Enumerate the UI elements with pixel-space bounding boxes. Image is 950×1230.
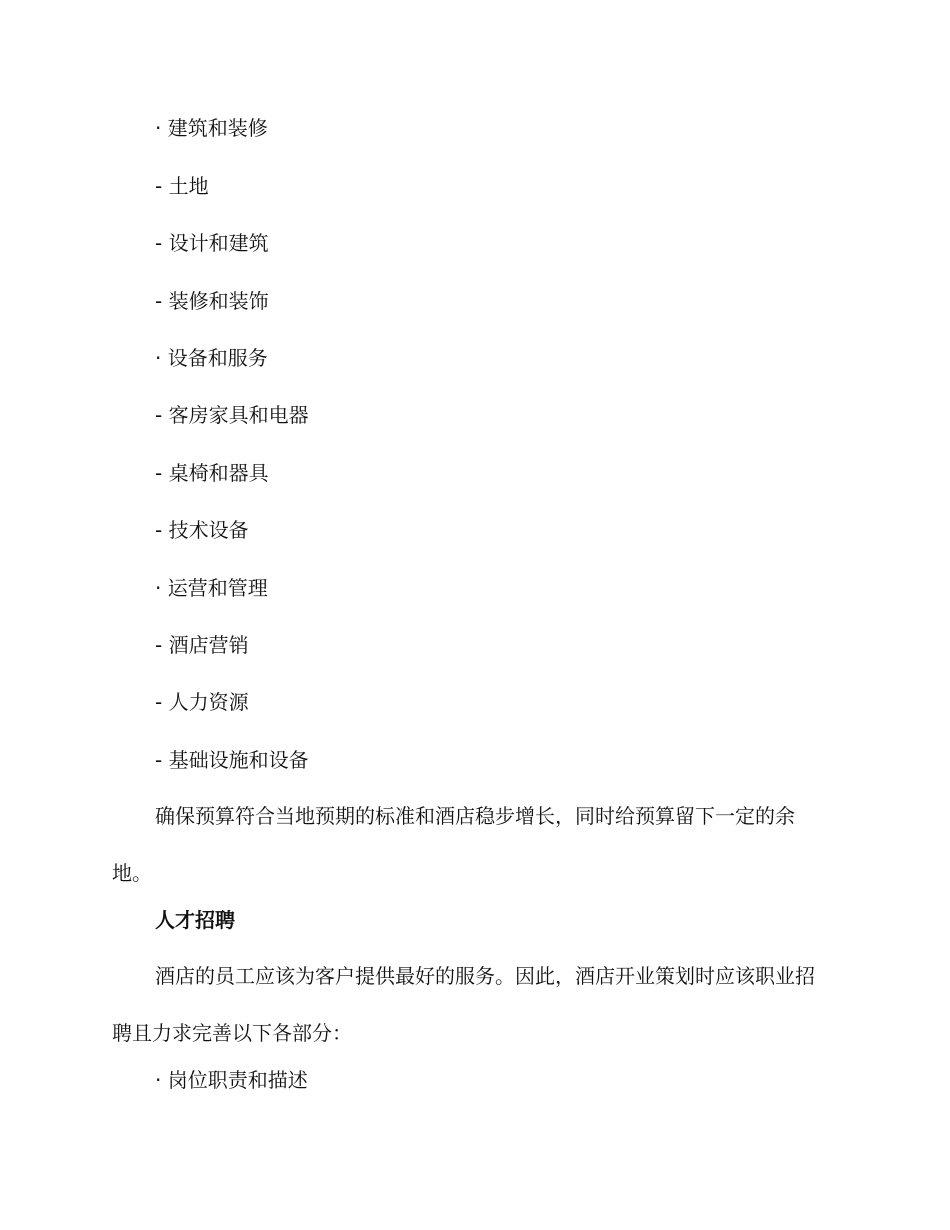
section-heading: 人才招聘	[155, 908, 235, 932]
list-item: - 装修和装饰	[155, 289, 269, 313]
list-item: - 技术设备	[155, 518, 249, 542]
list-item: - 人力资源	[155, 690, 249, 714]
list-item: - 客房家具和电器	[155, 403, 309, 427]
list-item: - 基础设施和设备	[155, 748, 309, 772]
list-item: · 建筑和装修	[155, 116, 268, 140]
list-item: - 桌椅和器具	[155, 461, 269, 485]
list-item: - 土地	[155, 174, 209, 198]
body-paragraph: 酒店的员工应该为客户提供最好的服务。因此，酒店开业策划时应该职业招聘且力求完善以下各部分：	[112, 964, 815, 1045]
body-paragraph: 确保预算符合当地预期的标准和酒店稳步增长，同时给预算留下一定的余地。	[112, 804, 795, 885]
list-item: · 运营和管理	[155, 576, 268, 600]
list-item: - 酒店营销	[155, 633, 249, 657]
list-item: - 设计和建筑	[155, 231, 269, 255]
list-item: · 岗位职责和描述	[155, 1068, 308, 1092]
list-item: · 设备和服务	[155, 346, 268, 370]
